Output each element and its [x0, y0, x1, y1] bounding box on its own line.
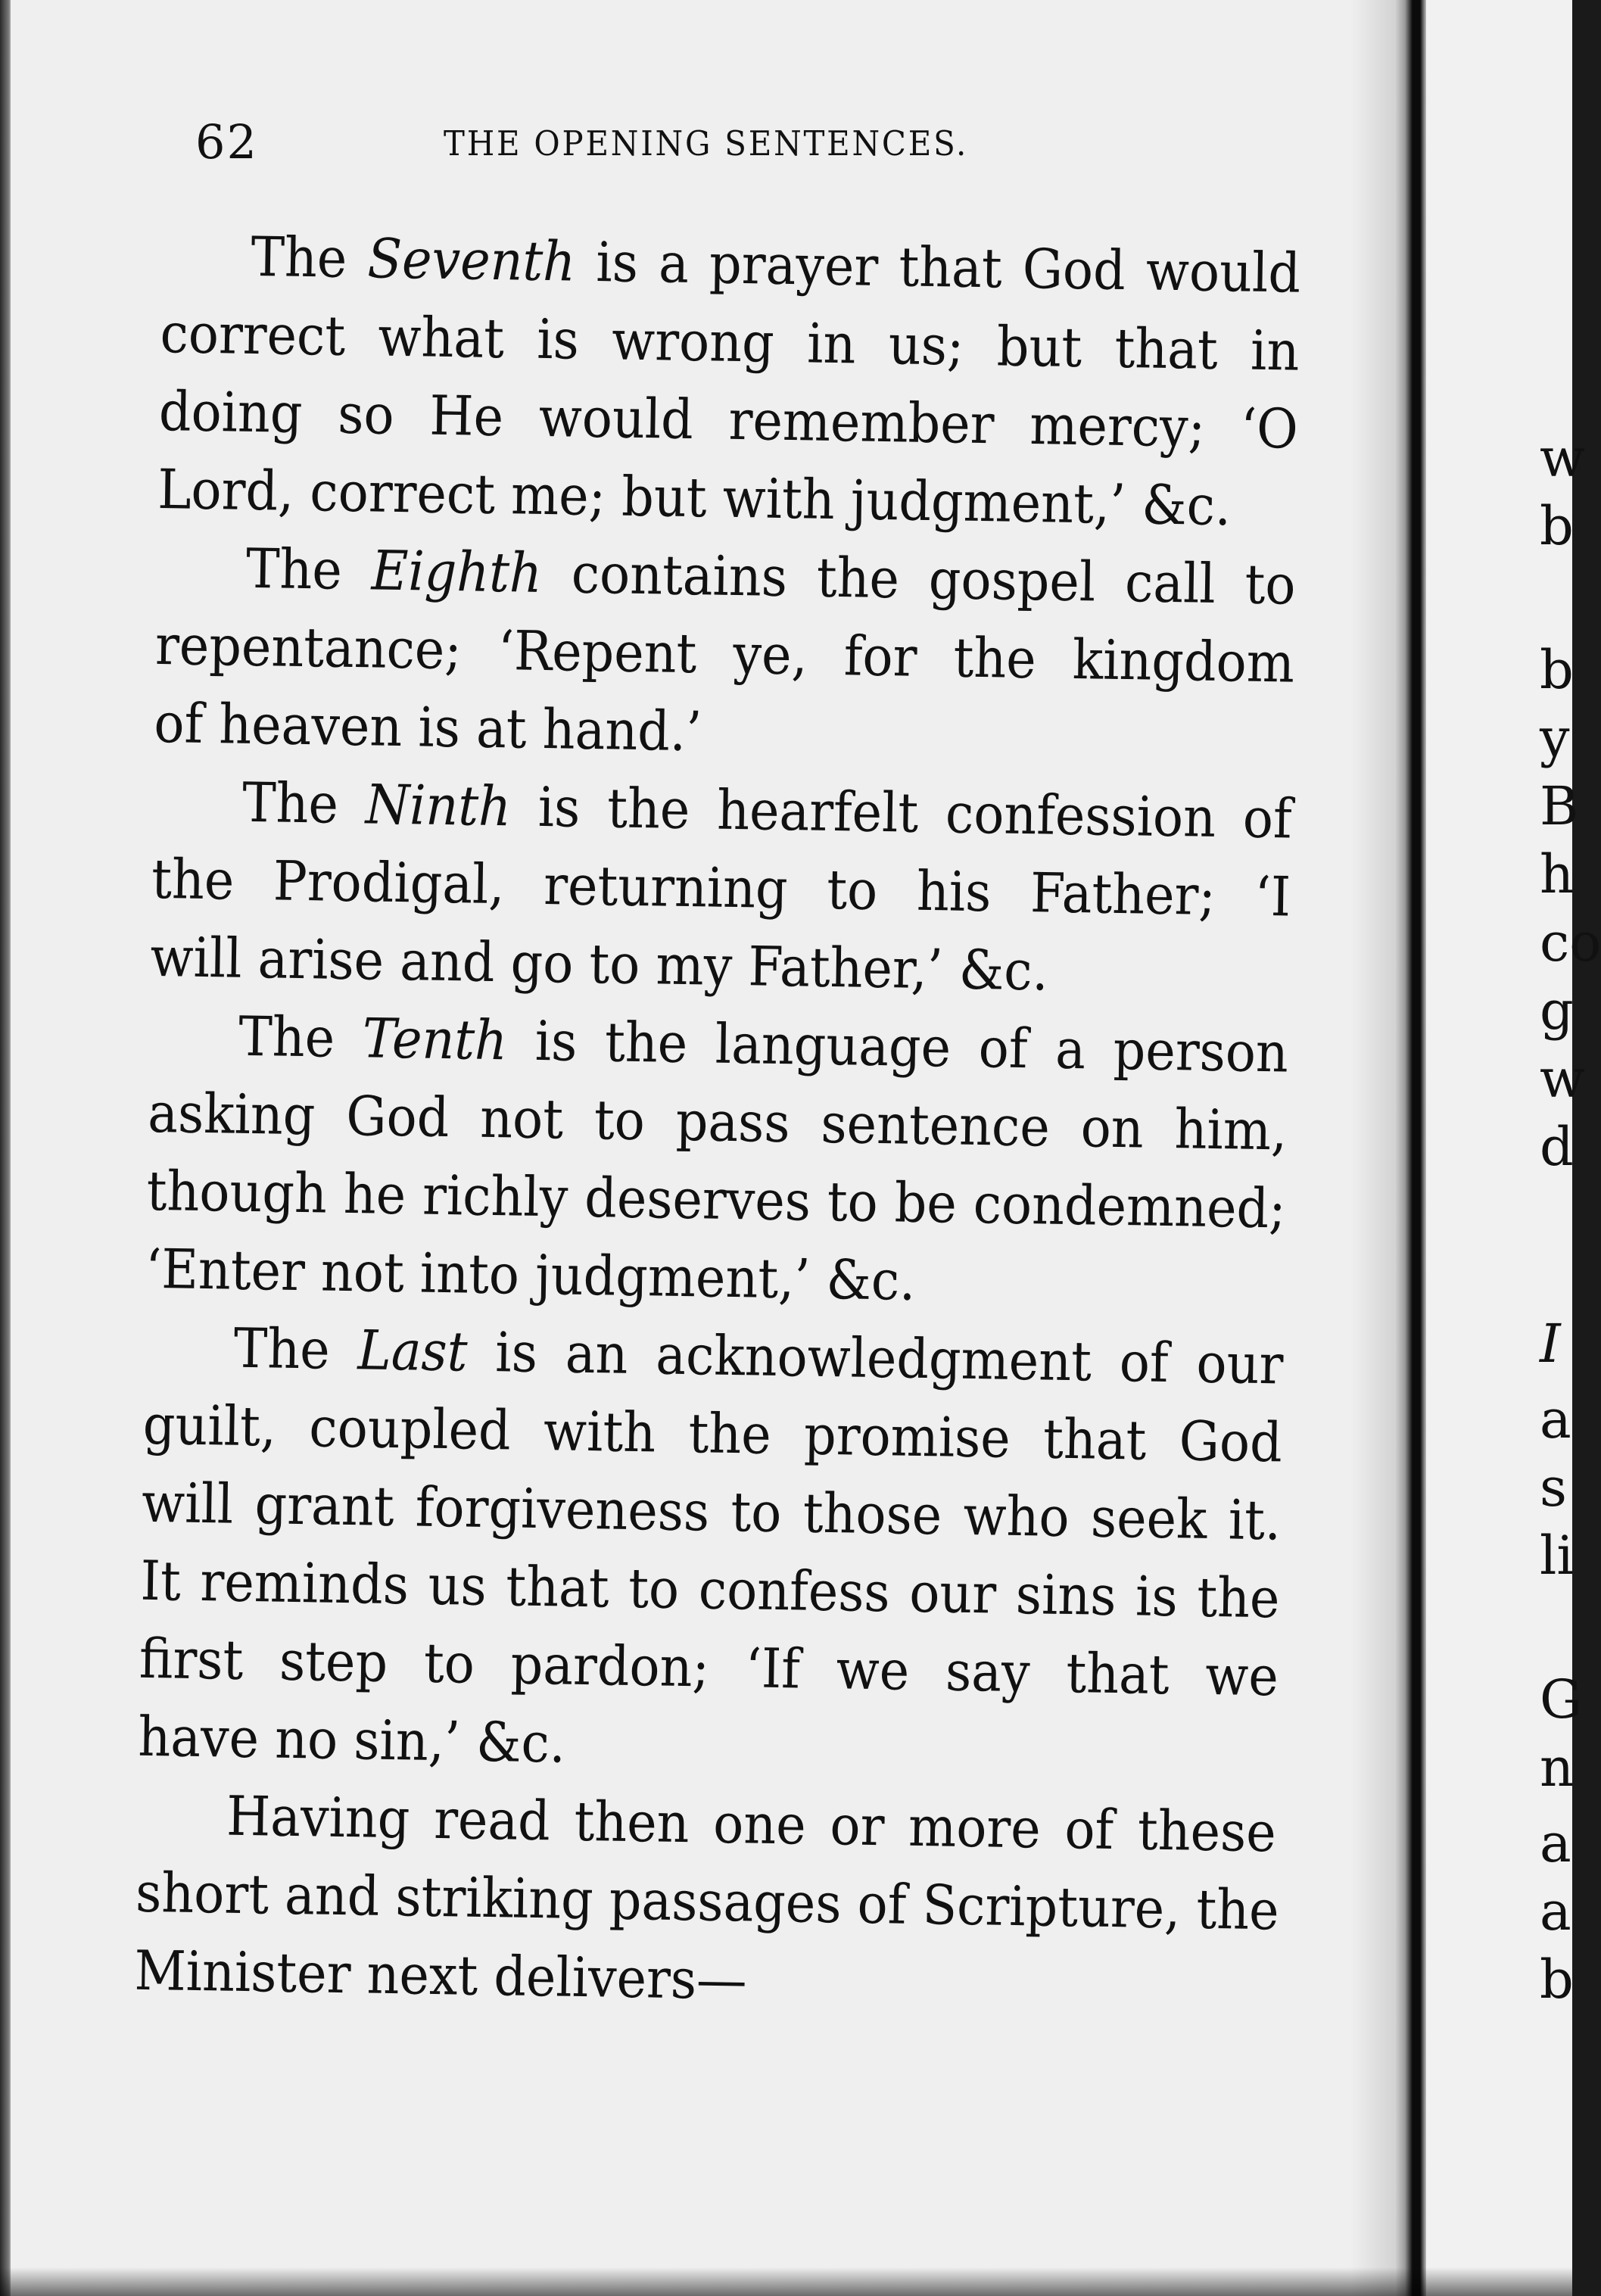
line-text: The: [238, 1004, 363, 1070]
ordinal-emphasis: Last: [357, 1318, 469, 1384]
facing-page-edge: [1426, 0, 1601, 2296]
facing-page-fragment: w: [1540, 427, 1585, 489]
paragraph-eighth: [154, 528, 1297, 780]
facing-page-fragment: y: [1540, 707, 1570, 769]
line-text: is a prayer that God would: [575, 229, 1301, 305]
ordinal-emphasis: Seventh: [366, 226, 576, 294]
running-title: THE OPENING SENTENCES.: [444, 123, 969, 164]
line-text: The: [233, 1316, 359, 1382]
text-line: Minister next delivers—: [133, 1938, 748, 2012]
paragraph-seventh: [157, 217, 1301, 547]
text-line: doing so He would remember mercy; ‘O: [158, 379, 1299, 461]
ordinal-emphasis: Eighth: [371, 538, 543, 605]
line-text: The: [245, 536, 372, 603]
facing-page-fragment: a: [1540, 1812, 1571, 1874]
facing-page-fragment: b: [1540, 639, 1574, 701]
facing-page-fragment: n: [1540, 1737, 1575, 1799]
facing-page-fragment: a: [1540, 1388, 1571, 1450]
body-text: [134, 217, 1301, 2027]
text-line: will grant forgiveness to those who seek it.: [141, 1470, 1282, 1553]
text-line: It reminds us that to confess our sins is the: [140, 1548, 1281, 1631]
line-text: contains the gospel call to: [541, 541, 1297, 617]
facing-page-fragment: b: [1540, 1949, 1574, 2011]
facing-page-fragment: b: [1540, 495, 1574, 557]
paragraph-tenth: [145, 996, 1288, 1326]
facing-page-fragment: g: [1540, 980, 1574, 1042]
facing-page-fragment: d: [1540, 1116, 1574, 1178]
text-line: guilt, coupled with the promise that God: [142, 1392, 1283, 1475]
facing-page-fragment: I: [1540, 1313, 1561, 1375]
line-text: is the language of a person: [506, 1008, 1289, 1085]
line-text: is an acknowledgment of our: [466, 1319, 1285, 1397]
ordinal-emphasis: Tenth: [362, 1006, 508, 1073]
book-gutter: [1396, 0, 1426, 2296]
text-line: asking God not to pass sentence on him,: [147, 1080, 1288, 1163]
text-line: have no sin,’ &c.: [137, 1704, 566, 1775]
facing-page-fragment: a: [1540, 1880, 1571, 1942]
facing-page-fragment: w: [1540, 1048, 1585, 1110]
page-number: 62: [195, 114, 258, 170]
paragraph-last: [138, 1308, 1285, 1794]
text-line: will arise and go to my Father,’ &c.: [149, 924, 1049, 1003]
text-line: short and striking passages of Scripture, the: [135, 1860, 1280, 1942]
facing-page-fragment: B: [1540, 775, 1579, 837]
line-text: is the hearfelt confession of: [510, 774, 1293, 851]
ordinal-emphasis: Ninth: [365, 772, 512, 839]
facing-page-fragment: s: [1540, 1456, 1567, 1519]
text-line: of heaven is at hand.’: [153, 690, 702, 764]
text-line: Having read then one or more of these: [226, 1784, 1277, 1865]
left-page: [11, 0, 1396, 2296]
facing-page-fragment: co: [1540, 911, 1601, 974]
text-line: the Prodigal, returning to his Father; ‘I: [151, 846, 1291, 929]
bottom-shadow: [0, 2267, 1572, 2296]
paragraph-ninth: [150, 762, 1293, 1014]
paragraph-closing: [133, 1776, 1280, 2028]
running-head: [195, 112, 1066, 173]
line-text: The: [250, 224, 369, 291]
text-line: correct what is wrong in us; but that in: [159, 301, 1300, 383]
text-line: Lord, correct me; but with judgment,’ &c.: [157, 456, 1232, 538]
text-line: repentance; ‘Repent ye, for the kingdom: [154, 612, 1295, 695]
facing-page-fragment: li: [1540, 1525, 1574, 1587]
text-line: ‘Enter not into judgment,’ &c.: [145, 1236, 917, 1313]
facing-page-fragment: h: [1540, 843, 1575, 905]
text-line: though he richly deserves to be condemned;: [146, 1158, 1287, 1241]
text-line: first step to pardon; ‘If we say that we: [139, 1626, 1279, 1709]
line-text: The: [241, 770, 366, 836]
facing-page-fragment: G: [1540, 1668, 1582, 1731]
